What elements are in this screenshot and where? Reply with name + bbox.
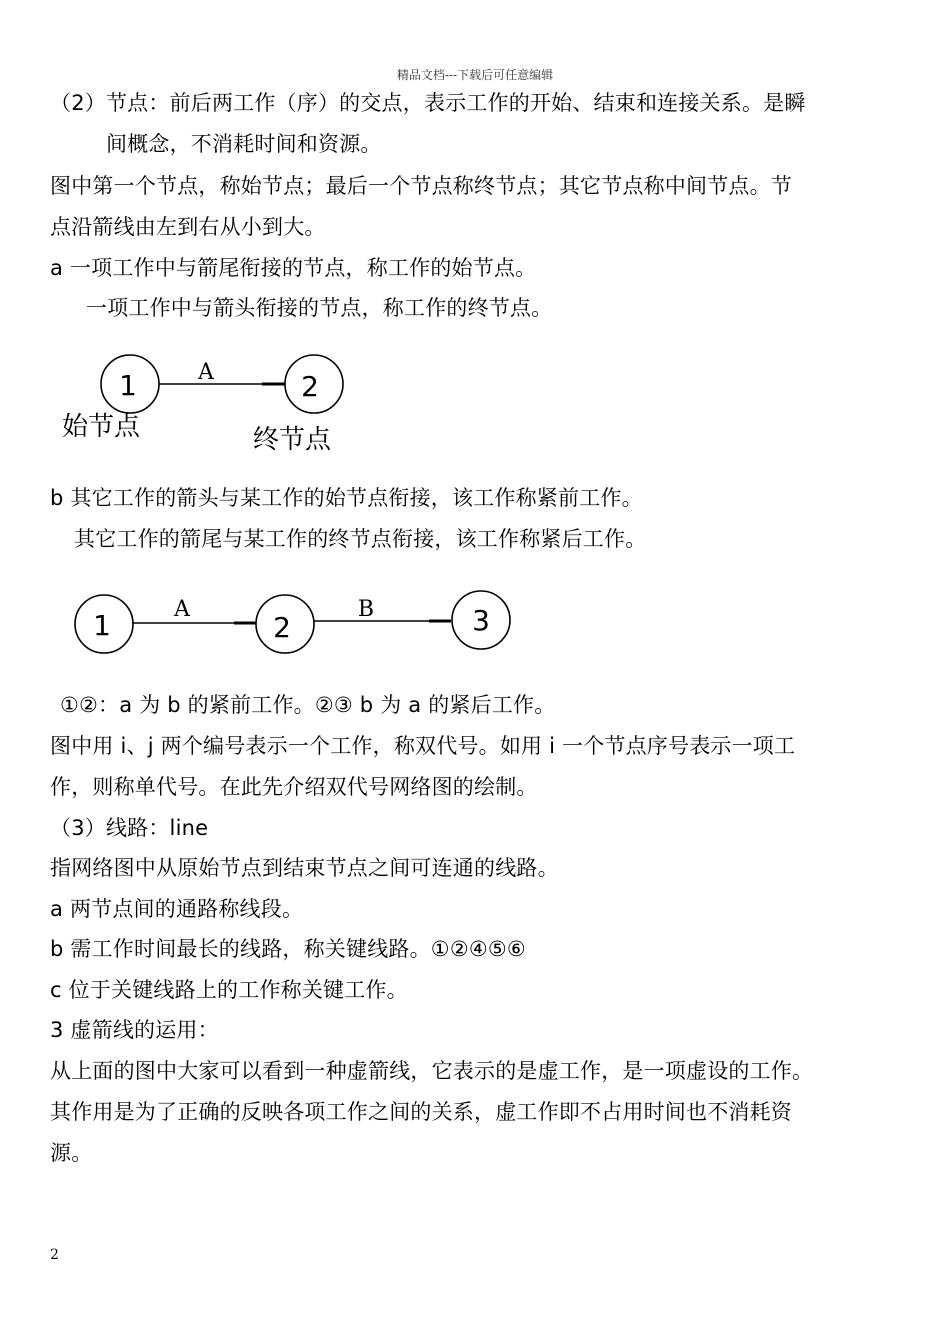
text-line: 源。 [50, 1141, 93, 1165]
text-line: c 位于关键线路上的工作称关键工作。 [50, 978, 408, 1002]
text-line: 其它工作的箭尾与某工作的终节点衔接，该工作称紧后工作。 [74, 527, 647, 551]
arrow-a-label: A [174, 597, 190, 622]
node-diagram-1 [40, 340, 380, 460]
text-line: 图中用 i、j 两个编号表示一个工作，称双代号。如用 i 一个节点序号表示一项工 [50, 734, 796, 758]
text-line: 3 虚箭线的运用： [50, 1018, 219, 1042]
page-number: 2 [50, 1247, 59, 1263]
text-line: b 其它工作的箭头与某工作的始节点衔接，该工作称紧前工作。 [50, 486, 643, 510]
arrow-label: A [198, 360, 214, 385]
node-1-label: 1 [93, 609, 111, 642]
node-diagram-2 [60, 585, 530, 665]
text-line: （2）节点：前后两工作（序）的交点，表示工作的开始、结束和连接关系。是瞬 [50, 91, 806, 115]
text-line: a 一项工作中与箭尾衔接的节点，称工作的始节点。 [50, 256, 537, 280]
arrow-b-label: B [357, 597, 375, 622]
text-line: （3）线路：line [50, 816, 209, 840]
node-2-label: 2 [273, 611, 291, 644]
text-line: 作，则称单代号。在此先介绍双代号网络图的绘制。 [50, 775, 538, 799]
start-node-label: 1 [119, 369, 137, 402]
text-line: a 两节点间的通路称线段。 [50, 897, 304, 921]
text-line: 一项工作中与箭头衔接的节点，称工作的终节点。 [86, 296, 553, 320]
text-line: 其作用是为了正确的反映各项工作之间的关系，虚工作即不占用时间也不消耗资 [50, 1100, 792, 1124]
page-header: 精品文档---下载后可任意编辑 [396, 68, 554, 82]
end-node-label: 2 [301, 370, 319, 403]
text-line: 间概念，不消耗时间和资源。 [106, 132, 382, 156]
start-node-caption: 始节点 [62, 412, 141, 442]
node-3-label: 3 [472, 604, 490, 637]
text-line: b 需工作时间最长的线路，称关键线路。①②④⑤⑥ [50, 937, 526, 961]
text-line: 指网络图中从原始节点到结束节点之间可连通的线路。 [50, 856, 559, 880]
text-line: 图中第一个节点，称始节点；最后一个节点称终节点；其它节点称中间节点。节 [50, 174, 792, 198]
text-line: ①②：a 为 b 的紧前工作。②③ b 为 a 的紧后工作。 [60, 693, 556, 717]
text-line: 点沿箭线由左到右从小到大。 [50, 215, 326, 239]
text-line: 从上面的图中大家可以看到一种虚箭线，它表示的是虚工作，是一项虚设的工作。 [50, 1059, 814, 1083]
end-node-caption: 终节点 [253, 425, 332, 455]
